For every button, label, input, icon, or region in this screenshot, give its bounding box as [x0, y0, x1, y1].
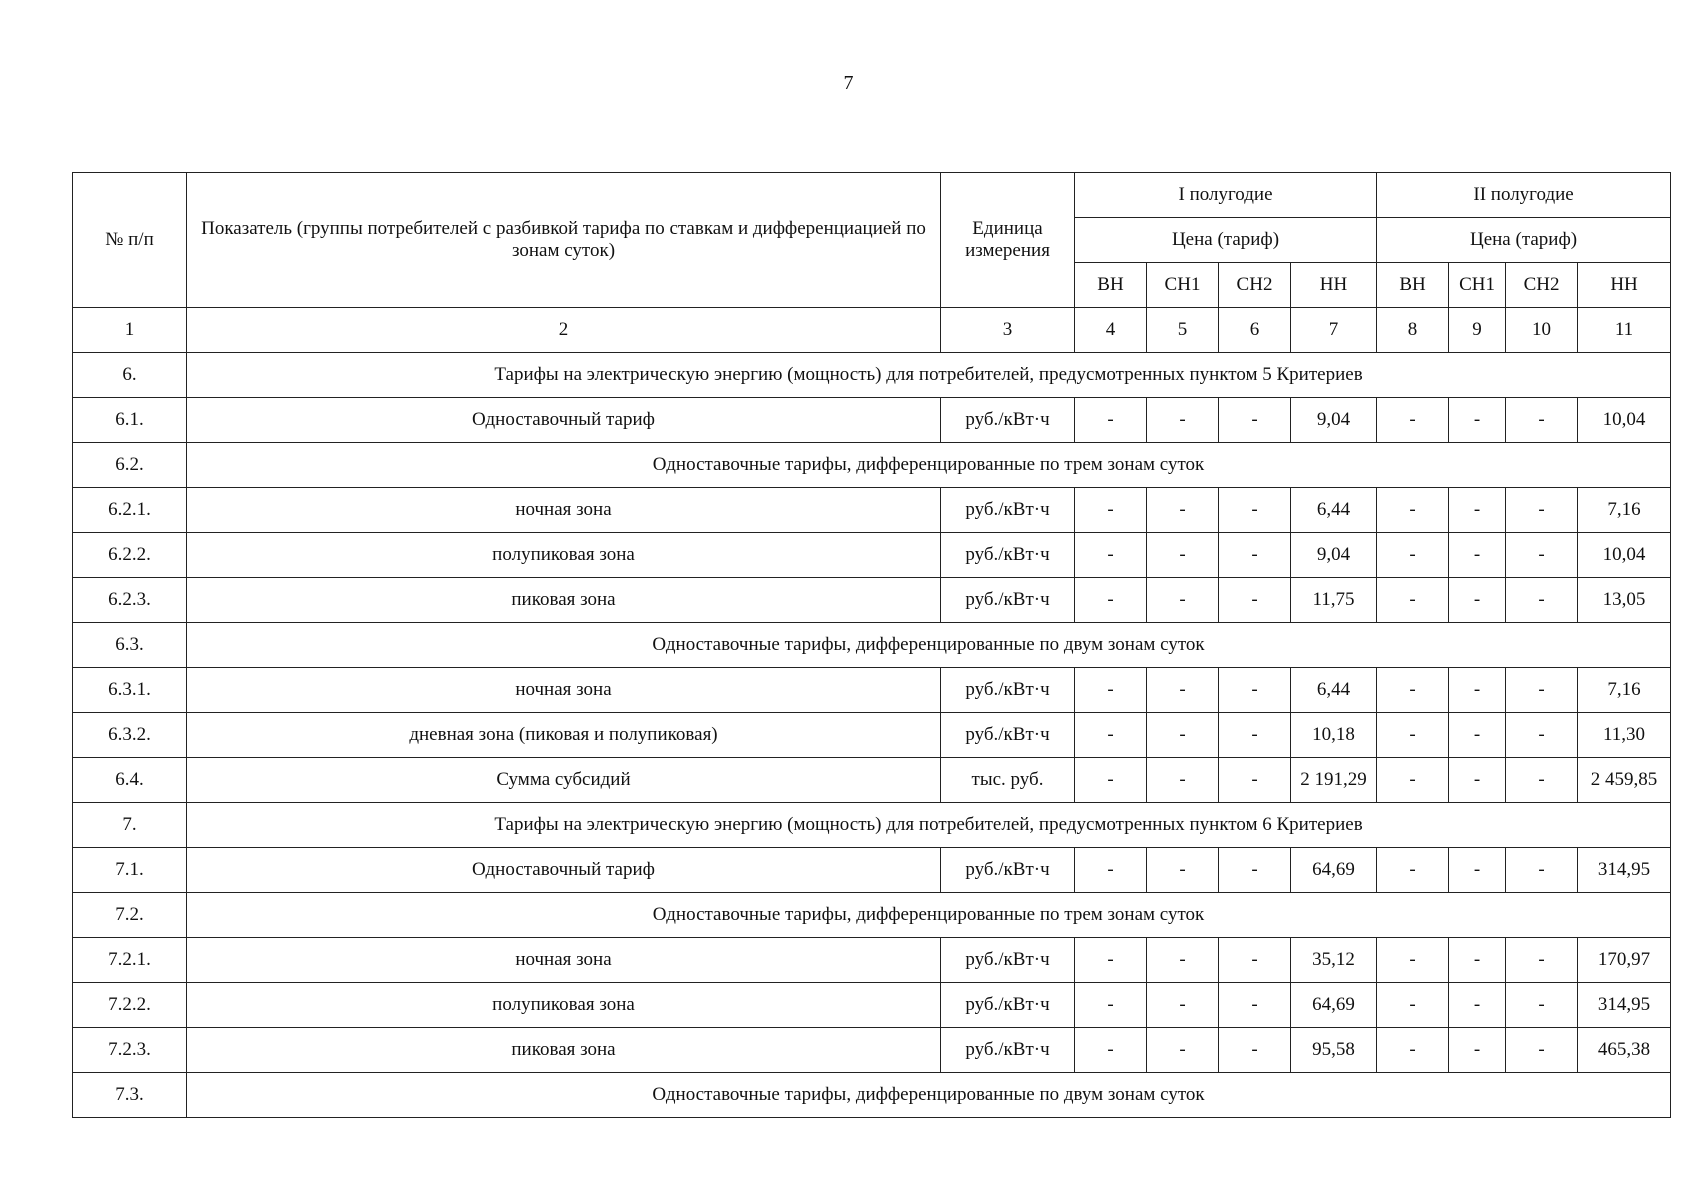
indicator-name: ночная зона: [187, 488, 941, 533]
value-cell: -: [1506, 578, 1578, 623]
value-cell: -: [1449, 398, 1506, 443]
table-row: [73, 713, 1671, 758]
section-title: Одноставочные тарифы, дифференцированные по двум зонам суток: [187, 623, 1671, 668]
unit-cell: руб./кВт·ч: [941, 983, 1075, 1028]
unit-cell: руб./кВт·ч: [941, 578, 1075, 623]
table-section-row: [73, 893, 1671, 938]
row-number: 6.4.: [73, 758, 187, 803]
indicator-name: полупиковая зона: [187, 983, 941, 1028]
value-cell: -: [1506, 983, 1578, 1028]
column-number: 1: [73, 308, 187, 353]
header-level: ВН: [1377, 263, 1449, 308]
row-number: 7.1.: [73, 848, 187, 893]
column-number-row: [73, 308, 1671, 353]
row-number: 6.2.2.: [73, 533, 187, 578]
row-number: 6.1.: [73, 398, 187, 443]
value-cell: -: [1147, 578, 1219, 623]
row-number: 7.2.: [73, 893, 187, 938]
row-number: 7.2.2.: [73, 983, 187, 1028]
unit-cell: тыс. руб.: [941, 758, 1075, 803]
header-price-1: Цена (тариф): [1075, 218, 1377, 263]
value-cell: 64,69: [1291, 983, 1377, 1028]
value-cell: -: [1147, 488, 1219, 533]
section-title: Тарифы на электрическую энергию (мощность) для потребителей, предусмотренных пунктом 5 Критериев: [187, 353, 1671, 398]
value-cell: -: [1219, 578, 1291, 623]
row-number: 7.2.3.: [73, 1028, 187, 1073]
table-header: [73, 173, 1671, 353]
unit-cell: руб./кВт·ч: [941, 488, 1075, 533]
value-cell: -: [1449, 578, 1506, 623]
value-cell: 10,18: [1291, 713, 1377, 758]
header-level: НН: [1291, 263, 1377, 308]
value-cell: -: [1377, 713, 1449, 758]
table-section-row: [73, 1073, 1671, 1118]
column-number: 3: [941, 308, 1075, 353]
row-number: 7.: [73, 803, 187, 848]
value-cell: -: [1377, 488, 1449, 533]
value-cell: -: [1219, 1028, 1291, 1073]
header-level: ВН: [1075, 263, 1147, 308]
value-cell: -: [1147, 398, 1219, 443]
indicator-name: дневная зона (пиковая и полупиковая): [187, 713, 941, 758]
value-cell: -: [1449, 758, 1506, 803]
value-cell: -: [1449, 488, 1506, 533]
unit-cell: руб./кВт·ч: [941, 668, 1075, 713]
unit-cell: руб./кВт·ч: [941, 398, 1075, 443]
table-row: [73, 758, 1671, 803]
indicator-name: пиковая зона: [187, 1028, 941, 1073]
value-cell: -: [1449, 668, 1506, 713]
unit-cell: руб./кВт·ч: [941, 533, 1075, 578]
value-cell: -: [1075, 578, 1147, 623]
value-cell: 314,95: [1578, 848, 1671, 893]
value-cell: -: [1075, 668, 1147, 713]
row-number: 6.3.: [73, 623, 187, 668]
value-cell: -: [1075, 848, 1147, 893]
value-cell: -: [1449, 848, 1506, 893]
header-level: СН2: [1219, 263, 1291, 308]
header-level: СН2: [1506, 263, 1578, 308]
value-cell: 10,04: [1578, 533, 1671, 578]
value-cell: -: [1147, 1028, 1219, 1073]
value-cell: -: [1377, 938, 1449, 983]
indicator-name: полупиковая зона: [187, 533, 941, 578]
value-cell: 10,04: [1578, 398, 1671, 443]
row-number: 6.3.1.: [73, 668, 187, 713]
value-cell: -: [1147, 533, 1219, 578]
value-cell: 465,38: [1578, 1028, 1671, 1073]
row-number: 7.3.: [73, 1073, 187, 1118]
value-cell: 35,12: [1291, 938, 1377, 983]
column-number: 11: [1578, 308, 1671, 353]
value-cell: -: [1075, 533, 1147, 578]
value-cell: -: [1219, 938, 1291, 983]
unit-cell: руб./кВт·ч: [941, 938, 1075, 983]
section-title: Одноставочные тарифы, дифференцированные по двум зонам суток: [187, 1073, 1671, 1118]
header-indicator: Показатель (группы потребителей с разбивкой тарифа по ставкам и дифференциацией по зонам суток): [187, 173, 941, 308]
value-cell: 170,97: [1578, 938, 1671, 983]
value-cell: 7,16: [1578, 668, 1671, 713]
table-row: [73, 938, 1671, 983]
unit-cell: руб./кВт·ч: [941, 1028, 1075, 1073]
table-section-row: [73, 803, 1671, 848]
value-cell: -: [1449, 533, 1506, 578]
value-cell: -: [1506, 398, 1578, 443]
value-cell: -: [1377, 398, 1449, 443]
indicator-name: ночная зона: [187, 668, 941, 713]
value-cell: -: [1075, 758, 1147, 803]
table-row: [73, 1028, 1671, 1073]
column-number: 4: [1075, 308, 1147, 353]
value-cell: -: [1506, 848, 1578, 893]
table-row: [73, 488, 1671, 533]
table-row: [73, 533, 1671, 578]
column-number: 6: [1219, 308, 1291, 353]
value-cell: -: [1219, 398, 1291, 443]
indicator-name: Сумма субсидий: [187, 758, 941, 803]
value-cell: -: [1147, 938, 1219, 983]
value-cell: -: [1377, 758, 1449, 803]
table-row: [73, 983, 1671, 1028]
value-cell: -: [1075, 488, 1147, 533]
value-cell: -: [1377, 578, 1449, 623]
value-cell: -: [1147, 713, 1219, 758]
value-cell: 7,16: [1578, 488, 1671, 533]
section-title: Одноставочные тарифы, дифференцированные по трем зонам суток: [187, 443, 1671, 488]
unit-cell: руб./кВт·ч: [941, 713, 1075, 758]
header-num: № п/п: [73, 173, 187, 308]
column-number: 10: [1506, 308, 1578, 353]
table-section-row: [73, 623, 1671, 668]
value-cell: 2 459,85: [1578, 758, 1671, 803]
value-cell: -: [1147, 758, 1219, 803]
page-number: 7: [843, 72, 854, 94]
value-cell: -: [1506, 668, 1578, 713]
value-cell: -: [1506, 533, 1578, 578]
value-cell: -: [1377, 533, 1449, 578]
table-section-row: [73, 353, 1671, 398]
table-row: [73, 668, 1671, 713]
value-cell: -: [1147, 848, 1219, 893]
value-cell: 314,95: [1578, 983, 1671, 1028]
value-cell: -: [1377, 668, 1449, 713]
value-cell: 11,75: [1291, 578, 1377, 623]
value-cell: -: [1506, 713, 1578, 758]
header-level: СН1: [1147, 263, 1219, 308]
column-number: 8: [1377, 308, 1449, 353]
value-cell: 6,44: [1291, 668, 1377, 713]
row-number: 6.2.: [73, 443, 187, 488]
table-row: [73, 398, 1671, 443]
indicator-name: пиковая зона: [187, 578, 941, 623]
indicator-name: Одноставочный тариф: [187, 398, 941, 443]
section-title: Одноставочные тарифы, дифференцированные по трем зонам суток: [187, 893, 1671, 938]
value-cell: -: [1075, 983, 1147, 1028]
value-cell: -: [1147, 668, 1219, 713]
value-cell: 11,30: [1578, 713, 1671, 758]
value-cell: -: [1075, 713, 1147, 758]
value-cell: -: [1219, 488, 1291, 533]
column-number: 2: [187, 308, 941, 353]
value-cell: 13,05: [1578, 578, 1671, 623]
value-cell: -: [1506, 1028, 1578, 1073]
value-cell: -: [1219, 848, 1291, 893]
row-number: 6.2.3.: [73, 578, 187, 623]
value-cell: -: [1377, 983, 1449, 1028]
value-cell: 9,04: [1291, 398, 1377, 443]
table-row: [73, 848, 1671, 893]
value-cell: -: [1219, 758, 1291, 803]
value-cell: -: [1506, 488, 1578, 533]
indicator-name: ночная зона: [187, 938, 941, 983]
tariff-table: [72, 172, 1671, 1118]
section-title: Тарифы на электрическую энергию (мощность) для потребителей, предусмотренных пунктом 6 Критериев: [187, 803, 1671, 848]
value-cell: -: [1506, 758, 1578, 803]
header-unit: Единица измерения: [941, 173, 1075, 308]
value-cell: -: [1075, 398, 1147, 443]
header-level: НН: [1578, 263, 1671, 308]
value-cell: -: [1219, 983, 1291, 1028]
header-half-1: I полугодие: [1075, 173, 1377, 218]
value-cell: -: [1075, 938, 1147, 983]
value-cell: 6,44: [1291, 488, 1377, 533]
value-cell: -: [1219, 713, 1291, 758]
value-cell: -: [1449, 938, 1506, 983]
header-level: СН1: [1449, 263, 1506, 308]
value-cell: 64,69: [1291, 848, 1377, 893]
value-cell: -: [1377, 1028, 1449, 1073]
value-cell: -: [1377, 848, 1449, 893]
row-number: 7.2.1.: [73, 938, 187, 983]
table-section-row: [73, 443, 1671, 488]
row-number: 6.3.2.: [73, 713, 187, 758]
row-number: 6.2.1.: [73, 488, 187, 533]
table-body: [73, 353, 1671, 1118]
value-cell: 2 191,29: [1291, 758, 1377, 803]
value-cell: -: [1219, 668, 1291, 713]
column-number: 7: [1291, 308, 1377, 353]
indicator-name: Одноставочный тариф: [187, 848, 941, 893]
unit-cell: руб./кВт·ч: [941, 848, 1075, 893]
value-cell: 9,04: [1291, 533, 1377, 578]
header-half-2: II полугодие: [1377, 173, 1671, 218]
value-cell: -: [1075, 1028, 1147, 1073]
value-cell: -: [1449, 713, 1506, 758]
value-cell: -: [1219, 533, 1291, 578]
value-cell: -: [1147, 983, 1219, 1028]
value-cell: -: [1449, 1028, 1506, 1073]
column-number: 5: [1147, 308, 1219, 353]
value-cell: 95,58: [1291, 1028, 1377, 1073]
value-cell: -: [1449, 983, 1506, 1028]
table-row: [73, 578, 1671, 623]
column-number: 9: [1449, 308, 1506, 353]
header-price-2: Цена (тариф): [1377, 218, 1671, 263]
row-number: 6.: [73, 353, 187, 398]
value-cell: -: [1506, 938, 1578, 983]
